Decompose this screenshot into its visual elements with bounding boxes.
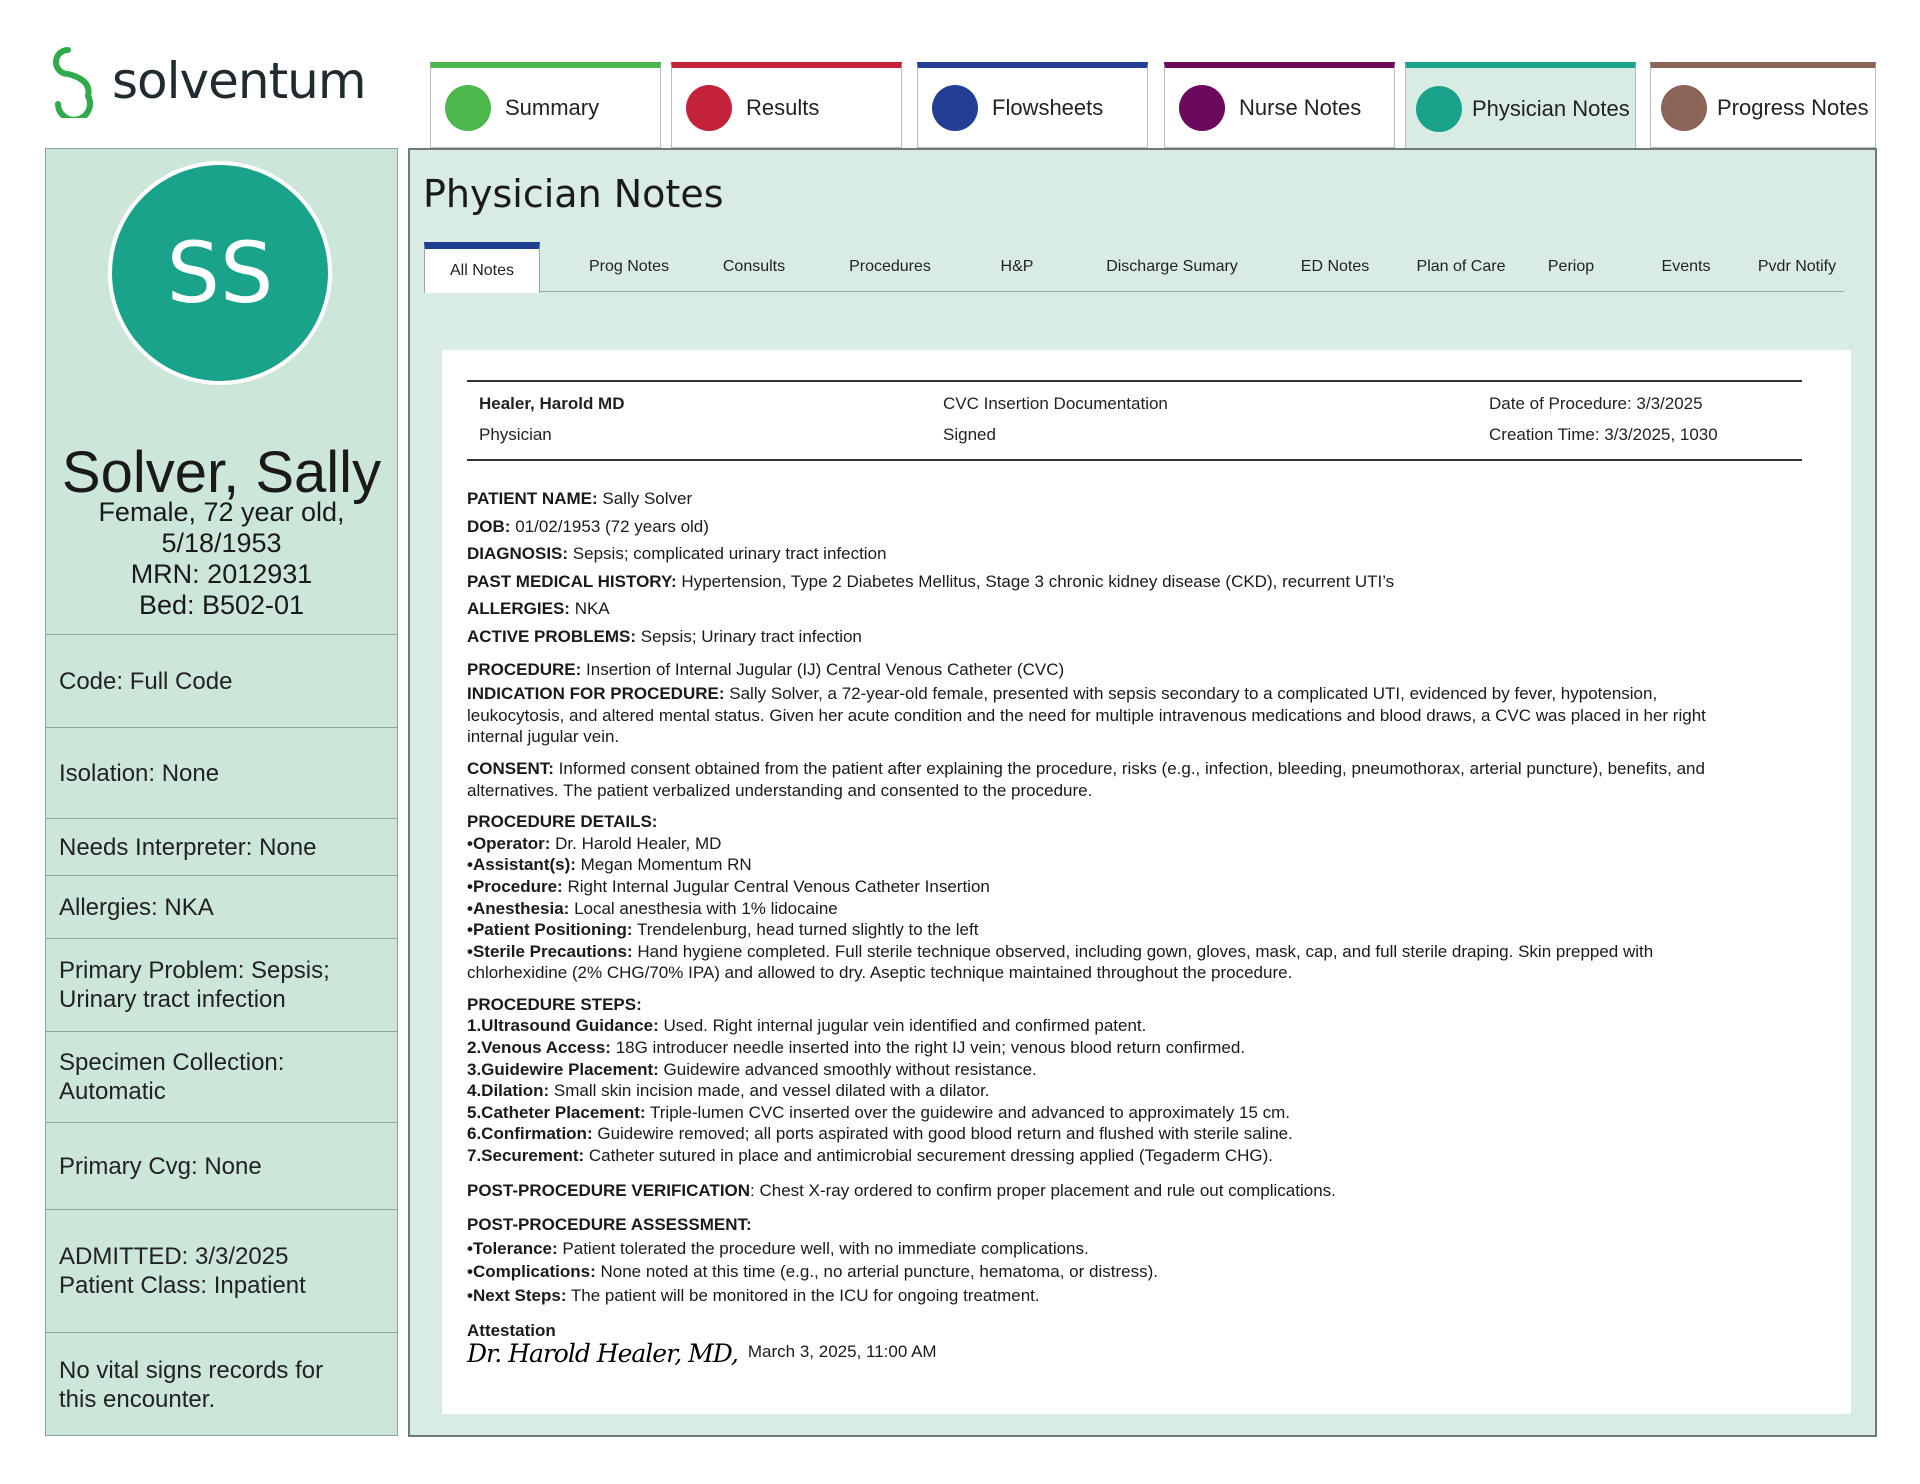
attestation-row <box>467 1339 1827 1369</box>
allergies-line: ALLERGIES: NKA <box>467 599 610 619</box>
top-tab-bar <box>430 62 1876 148</box>
indication-block: INDICATION FOR PROCEDURE: Sally Solver, a 72-year-old female, presented with sepsis secondary to a complicated UTI, evidenced by fever, hypotension, leukocytosis, and altered mental status. Given her acute condition and the need for multiple intravenous medications and blood draws, a CVC was placed in her right internal jugular vein. <box>467 684 1706 747</box>
assessment-heading: POST-PROCEDURE ASSESSMENT: <box>467 1215 752 1235</box>
tab-label: Results <box>746 94 820 120</box>
subtab-plan-of-care[interactable]: Plan of Care <box>1416 258 1506 275</box>
primary-problem: Primary Problem: Sepsis; Urinary tract infection <box>46 938 397 1031</box>
patient-gender-age: Female, 72 year old, <box>98 497 345 527</box>
physician-notes-dot-icon <box>1416 86 1462 132</box>
nurse-notes-dot-icon <box>1179 85 1225 131</box>
flowsheets-dot-icon <box>932 85 978 131</box>
solventum-logo <box>44 44 366 118</box>
notes-sub-tabs <box>424 242 1844 292</box>
note-card <box>442 350 1851 1414</box>
isolation-status: Isolation: None <box>46 727 397 818</box>
code-status: Code: Full Code <box>46 634 397 727</box>
subtab-provider-notify[interactable]: Pvdr Notify <box>1757 258 1837 275</box>
subtab-periop[interactable]: Periop <box>1547 258 1595 275</box>
progress-notes-dot-icon <box>1661 85 1707 131</box>
physician-notes-panel <box>408 148 1877 1437</box>
tab-results[interactable] <box>671 62 902 148</box>
subtab-procedures[interactable]: Procedures <box>849 258 931 275</box>
step-item: 4.Dilation: Small skin incision made, and vessel dilated with a dilator. <box>467 1081 990 1101</box>
patient-name: Solver, Sally <box>61 440 382 505</box>
step-item: 3.Guidewire Placement: Guidewire advanced smoothly without resistance. <box>467 1059 1037 1079</box>
note-author: Healer, Harold MD <box>479 394 625 413</box>
detail-item: •Anesthesia: Local anesthesia with 1% lidocaine <box>467 898 838 918</box>
specimen-collection: Specimen Collection: Automatic <box>46 1031 397 1122</box>
detail-item: •Assistant(s): Megan Momentum RN <box>467 855 752 875</box>
interpreter-status: Needs Interpreter: None <box>46 818 397 875</box>
assessment-item: •Next Steps: The patient will be monitored in the ICU for ongoing treatment. <box>467 1286 1040 1305</box>
dob-line: DOB: 01/02/1953 (72 years old) <box>467 516 709 536</box>
tab-physician-notes[interactable] <box>1405 62 1636 150</box>
admission-info: ADMITTED: 3/3/2025 Patient Class: Inpatient <box>46 1209 397 1332</box>
active-problems-line: ACTIVE PROBLEMS: Sepsis; Urinary tract infection <box>467 626 862 646</box>
detail-item: •Operator: Dr. Harold Healer, MD <box>467 833 722 853</box>
step-item: 1.Ultrasound Guidance: Used. Right internal jugular vein identified and confirmed patent. <box>467 1016 1147 1036</box>
tab-label: Progress Notes <box>1717 94 1869 120</box>
steps-heading: PROCEDURE STEPS: <box>467 994 642 1014</box>
physician-signature: Dr. Harold Healer, MD, <box>467 1339 738 1369</box>
subtab-ed-notes[interactable]: ED Notes <box>1300 258 1370 275</box>
details-heading: PROCEDURE DETAILS: <box>467 812 658 832</box>
tab-summary[interactable] <box>430 62 661 148</box>
diagnosis-line: DIAGNOSIS: Sepsis; complicated urinary tract infection <box>467 544 887 564</box>
note-header <box>467 380 1802 461</box>
subtab-prog-notes[interactable]: Prog Notes <box>588 258 670 275</box>
step-item: 2.Venous Access: 18G introducer needle inserted into the right IJ vein; venous blood return confirmed. <box>467 1038 1246 1058</box>
detail-item: •Procedure: Right Internal Jugular Central Venous Catheter Insertion <box>467 876 990 896</box>
detail-item: •Patient Positioning: Trendelenburg, head turned slightly to the left <box>467 920 979 940</box>
step-item: 5.Catheter Placement: Triple-lumen CVC inserted over the guidewire and advanced to approximately 15 cm. <box>467 1102 1291 1122</box>
procedure-line: PROCEDURE: Insertion of Internal Jugular (IJ) Central Venous Catheter (CVC) <box>467 659 1065 679</box>
step-item: 6.Confirmation: Guidewire removed; all ports aspirated with good blood return and flushed with sterile saline. <box>467 1124 1293 1144</box>
tab-label: Physician Notes <box>1472 96 1630 121</box>
note-title[interactable]: CVC Insertion Documentation <box>943 394 1168 413</box>
tab-progress-notes[interactable] <box>1650 62 1876 148</box>
summary-dot-icon <box>445 85 491 131</box>
vital-signs-status: No vital signs records for this encounter. <box>46 1332 397 1436</box>
allergies-status: Allergies: NKA <box>46 875 397 938</box>
step-item: 7.Securement: Catheter sutured in place and antimicrobial securement dressing applied (Tegaderm CHG). <box>467 1146 1274 1166</box>
note-status: Signed <box>943 425 996 444</box>
creation-time: Creation Time: 3/3/2025, 1030 <box>1489 425 1718 444</box>
patient-sidebar <box>45 148 398 1436</box>
detail-item: •Sterile Precautions: Hand hygiene completed. Full sterile technique observed, including gown, gloves, mask, cap, and full sterile draping. Skin prepped with chlorhexidine (2% CHG/70% IPA) and allowed to dry. Aseptic technique maintained throughout the procedure. <box>467 941 1654 983</box>
patient-mrn: MRN: 2012931 <box>130 559 313 589</box>
date-of-procedure: Date of Procedure: 3/3/2025 <box>1489 394 1703 413</box>
assessment-item: •Complications: None noted at this time (e.g., no arterial puncture, hematoma, or distress). <box>467 1262 1158 1282</box>
pmh-line: PAST MEDICAL HISTORY: Hypertension, Type 2 Diabetes Mellitus, Stage 3 chronic kidney disease (CKD), recurrent UTI’s <box>467 571 1395 591</box>
subtab-all-notes[interactable]: All Notes <box>424 242 540 293</box>
attestation-date: March 3, 2025, 11:00 AM <box>747 1342 937 1362</box>
patient-bed: Bed: B502-01 <box>138 590 305 620</box>
avatar-initials: SS <box>166 224 274 322</box>
verification-line: POST-PROCEDURE VERIFICATION: Chest X-ray ordered to confirm proper placement and rule out complications. <box>467 1180 1336 1200</box>
page-title: Physician Notes <box>423 172 724 216</box>
subtab-consults[interactable]: Consults <box>722 258 786 275</box>
tab-label: Nurse Notes <box>1239 94 1362 120</box>
patient-demographics <box>46 497 397 621</box>
avatar <box>108 161 332 385</box>
patient-name-line: PATIENT NAME: Sally Solver <box>467 489 693 508</box>
note-author-role: Physician <box>479 425 552 444</box>
tab-label: Flowsheets <box>992 94 1104 120</box>
tab-label: Summary <box>505 94 600 120</box>
tab-flowsheets[interactable] <box>917 62 1148 148</box>
patient-dob: 5/18/1953 <box>161 528 282 558</box>
subtab-discharge-summary[interactable]: Discharge Sumary <box>1106 258 1238 275</box>
attestation-heading: Attestation <box>467 1320 556 1340</box>
assessment-item: •Tolerance: Patient tolerated the procedure well, with no immediate complications. <box>467 1238 1089 1258</box>
note-body <box>467 488 1827 1369</box>
results-dot-icon <box>686 85 732 131</box>
brand-name: solventum <box>112 52 366 110</box>
subtab-events[interactable]: Events <box>1661 258 1711 275</box>
subtab-h-and-p[interactable]: H&P <box>1000 258 1034 275</box>
tab-nurse-notes[interactable] <box>1164 62 1395 148</box>
solventum-mark-icon <box>44 44 100 118</box>
primary-coverage: Primary Cvg: None <box>46 1122 397 1209</box>
consent-block: CONSENT: Informed consent obtained from the patient after explaining the procedure, risks (e.g., infection, bleeding, pneumothorax, arterial puncture), benefits, and alternatives. The patient verbalized understanding and consented to the procedure. <box>467 758 1705 800</box>
